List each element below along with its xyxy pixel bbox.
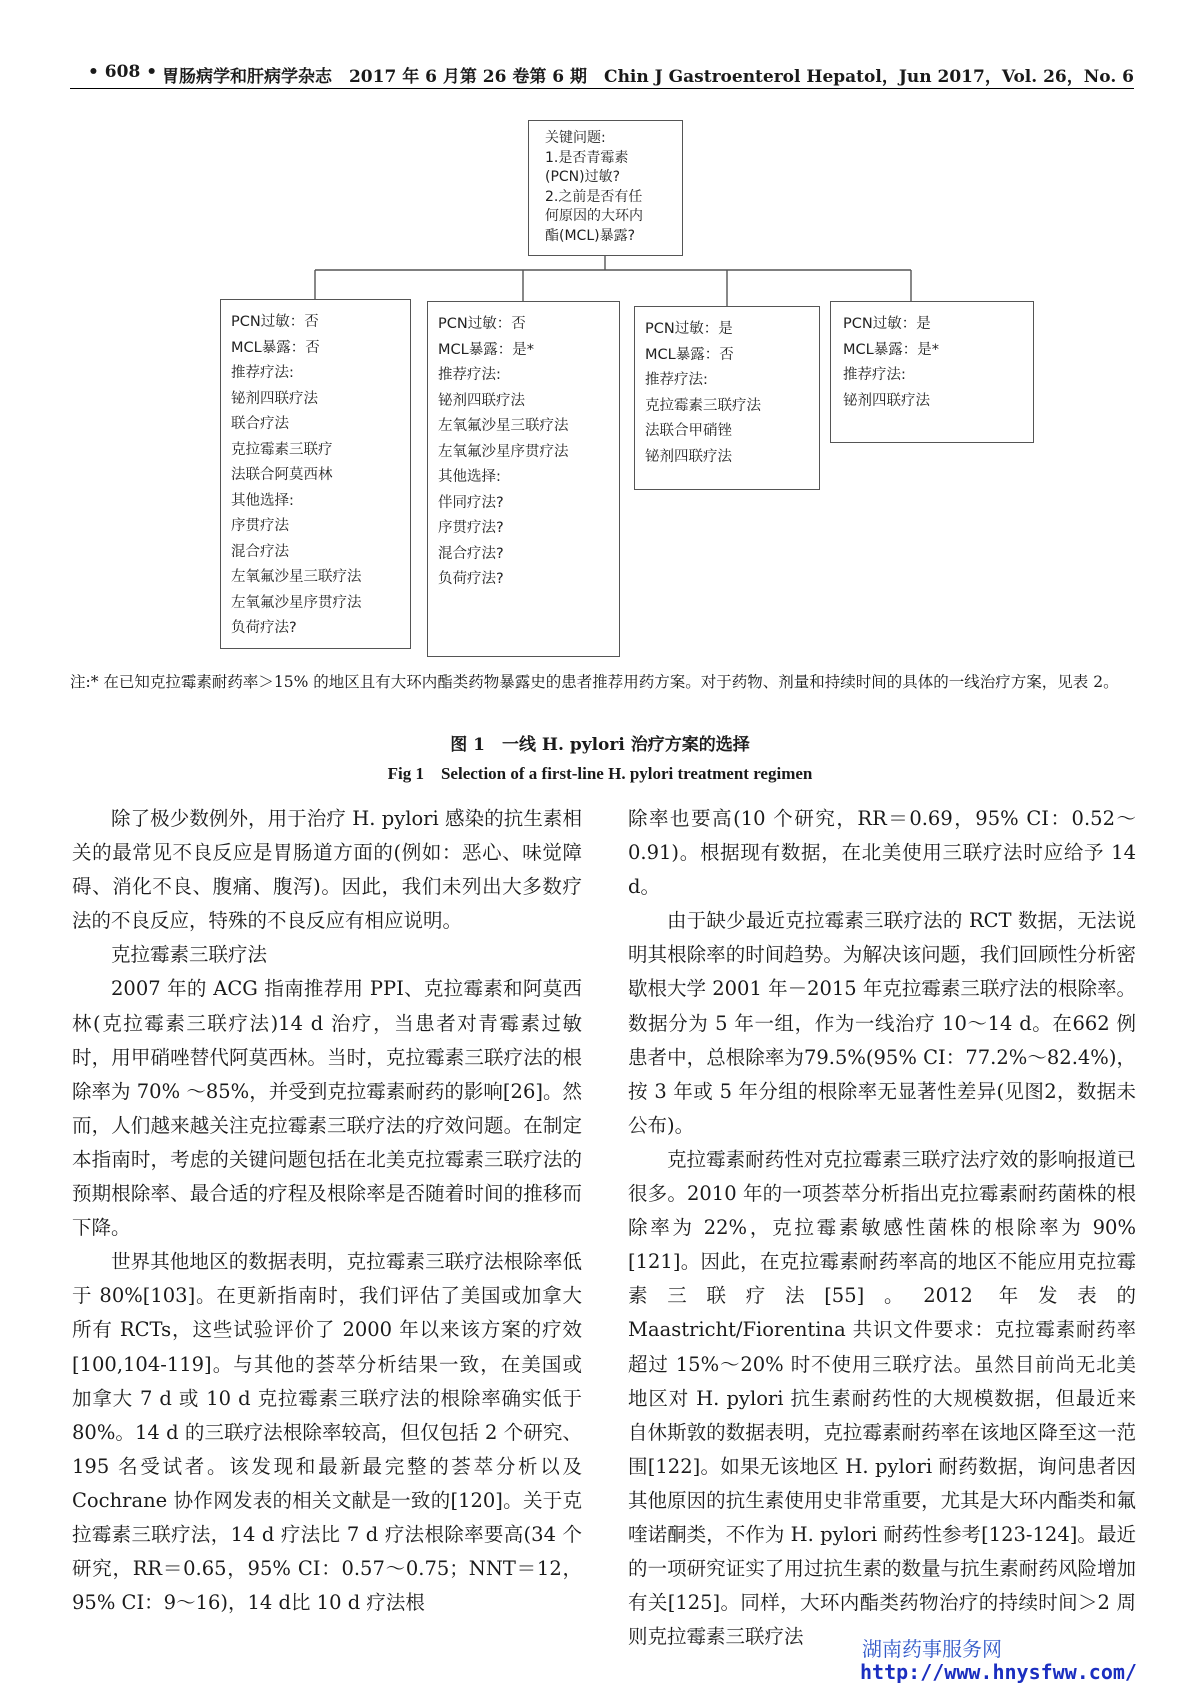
regimen-line: 混合疗法?	[438, 545, 504, 562]
paragraph: 2007 年的 ACG 指南推荐用 PPI、克拉霉素和阿莫西林(克拉霉素三联疗法)14 d 治疗，当患者对青霉素过敏时，用甲硝唑替代阿莫西林。当时，克拉霉素三联疗法的根除率为 70% ～85%，并受到克拉霉素耐药的影响[26]。然而，人们越来越关注克拉霉素三联疗法的疗效问题。在制定本指南时，考虑的关键问题包括在北美克拉霉素三联疗法的预期根除率、最合适的疗程及根除率是否随着时间的推移而下降。	[72, 977, 582, 1240]
regimen-line: 序贯疗法	[231, 518, 289, 534]
regimen-line: MCL暴露：否	[645, 346, 734, 363]
paragraph: 由于缺少最近克拉霉素三联疗法的 RCT 数据，无法说明其根除率的时间趋势。为解决该问题，我们回顾性分析密歇根大学 2001 年－2015 年克拉霉素三联疗法的根除率。数据分为 5 年一组，作为一线治疗 10～14 d。在662 例患者中，总根除率为79.5%(95% CI：77.2%～82.4%)，按 3 年或 5 年分组的根除率无显著性差异(见图2，数据未公布)。	[628, 909, 1136, 1137]
regimen-line: PCN过敏：否	[438, 316, 526, 332]
figure-caption-en: Fig 1 Selection of a first-line H. pylori treatment regimen	[387, 764, 813, 783]
regimen-line: 左氧氟沙星三联疗法	[231, 569, 362, 585]
question-line: 关键问题:	[545, 130, 606, 146]
regimen-box-pcn-no-mcl-no	[220, 299, 411, 649]
paragraph: 克拉霉素耐药性对克拉霉素三联疗法疗效的影响报道已很多。2010 年的一项荟萃分析指出克拉霉素耐药菌株的根除率为 22%，克拉霉素敏感性菌株的根除率为 90%[121]。因此，在克拉霉素耐药率高的地区不能应用克拉霉素三联疗法[55]。2012 年发表的 Maastricht/Fiorentina 共识文件要求：克拉霉素耐药率超过 15%～20% 时不使用三联疗法。虽然目前尚无北美地区对 H. pylori 抗生素耐药性的大规模数据，但最近来自休斯敦的数据表明，克拉霉素耐药率在该地区降至这一范围[122]。如果无该地区 H. pylori 耐药数据，询问患者因其他原因的抗生素使用史非常重要，尤其是大环内酯类和氟喹诺酮类，不作为 H. pylori 耐药性参考[123-124]。最近的一项研究证实了用过抗生素的数量与抗生素耐药风险增加有关[125]。同样，大环内酯类药物治疗的持续时间＞2 周则克拉霉素三联疗法	[628, 1147, 1136, 1649]
paragraph: 世界其他地区的数据表明，克拉霉素三联疗法根除率低于 80%[103]。在更新指南时，我们评估了美国或加拿大所有 RCTs，这些试验评价了 2000 年以来该方案的疗效[100,104-119]。与其他的荟萃分析结果一致，在美国或加拿大 7 d 或 10 d 克拉霉素三联疗法的根除率确实低于 80%。14 d 的三联疗法根除率较高，但仅包括 2 个研究、195 名受试者。该发现和最新最完整的荟萃分析以及 Cochrane 协作网发表的相关文献是一致的[120]。关于克拉霉素三联疗法，14 d 疗法比 7 d 疗法根除率要高(34 个研究，RR＝0.65，95% CI：0.57～0.75；NNT＝12，95% CI：9～16)，14 d比 10 d 疗法根	[72, 1250, 582, 1615]
figure-note: 注:* 在已知克拉霉素耐药率＞15% 的地区且有大环内酯类药物暴露史的患者推荐用药方案。对于药物、剂量和持续时间的具体的一线治疗方案，见表 2。	[70, 673, 1119, 691]
body-right-column	[628, 802, 1136, 1654]
regimen-line: 其他选择:	[231, 492, 294, 509]
regimen-line: 联合疗法	[231, 416, 289, 432]
regimen-line: 混合疗法	[231, 543, 289, 560]
regimen-line: 推荐疗法:	[645, 372, 708, 388]
regimen-line: 克拉霉素三联疗	[231, 441, 333, 458]
regimen-line: 序贯疗法?	[438, 520, 504, 536]
regimen-line: 法联合甲硝锉	[645, 423, 732, 439]
body-left-column	[72, 802, 582, 1620]
regimen-line: 左氧氟沙星序贯疗法	[438, 443, 569, 460]
regimen-line: 其他选择:	[438, 469, 501, 485]
journal-citation: 胃肠病学和肝病学杂志 2017 年 6 月第 26 卷第 6 期 Chin J Gastroenterol Hepatol，Jun 2017，Vol. 26，No. 6	[161, 67, 1134, 87]
regimen-line: 负荷疗法?	[438, 571, 504, 587]
regimen-line: 法联合阿莫西林	[231, 467, 333, 483]
regimen-line: 铋剂四联疗法	[231, 390, 318, 407]
figure-caption-cn: 图 1 一线 H. pylori 治疗方案的选择	[450, 735, 750, 755]
regimen-line: PCN过敏：是	[645, 321, 733, 337]
question-line: (PCN)过敏?	[545, 169, 621, 185]
regimen-line: 左氧氟沙星序贯疗法	[231, 594, 362, 611]
regimen-line: 左氧氟沙星三联疗法	[438, 418, 569, 434]
regimen-line: 负荷疗法?	[231, 620, 297, 636]
question-line: 2.之前是否有任	[545, 188, 643, 205]
watermark-url[interactable]: http://www.hnysfww.com/	[860, 1660, 1137, 1684]
regimen-line: PCN过敏：是	[843, 316, 931, 332]
regimen-line: 推荐疗法:	[843, 367, 906, 383]
paragraph: 除了极少数例外，用于治疗 H. pylori 感染的抗生素相关的最常见不良反应是胃肠道方面的(例如：恶心、味觉障碍、消化不良、腹痛、腹泻)。因此，我们未列出大多数疗法的不良反应，特殊的不良反应有相应说明。	[72, 807, 582, 933]
regimen-line: 铋剂四联疗法	[438, 392, 525, 409]
regimen-line: 铋剂四联疗法	[645, 448, 732, 465]
key-question-box	[528, 120, 683, 256]
regimen-line: MCL暴露：是*	[438, 341, 534, 358]
regimen-line: MCL暴露：否	[231, 339, 320, 356]
regimen-box-pcn-yes-mcl-yes	[830, 301, 1034, 443]
regimen-box-pcn-no-mcl-yes	[427, 301, 620, 657]
regimen-box-pcn-yes-mcl-no	[634, 306, 820, 490]
question-line: 酯(MCL)暴露?	[545, 227, 636, 244]
watermark-site-name: 湖南药事服务网	[862, 1637, 1002, 1661]
regimen-line: 推荐疗法:	[438, 367, 501, 383]
regimen-line: 伴同疗法?	[438, 494, 504, 511]
paragraph: 除率也要高(10 个研究，RR＝0.69，95% CI：0.52～0.91)。根据现有数据，在北美使用三联疗法时应给予 14 d。	[628, 807, 1136, 899]
regimen-line: MCL暴露：是*	[843, 341, 939, 358]
section-heading: 克拉霉素三联疗法	[111, 943, 268, 967]
page-number: • 608 •	[88, 62, 158, 82]
question-line: 何原因的大环内	[545, 208, 643, 224]
regimen-line: 推荐疗法:	[231, 365, 294, 381]
regimen-line: PCN过敏：否	[231, 314, 319, 330]
regimen-line: 克拉霉素三联疗法	[645, 397, 761, 414]
regimen-line: 铋剂四联疗法	[843, 392, 930, 409]
question-line: 1.是否青霉素	[545, 149, 629, 166]
